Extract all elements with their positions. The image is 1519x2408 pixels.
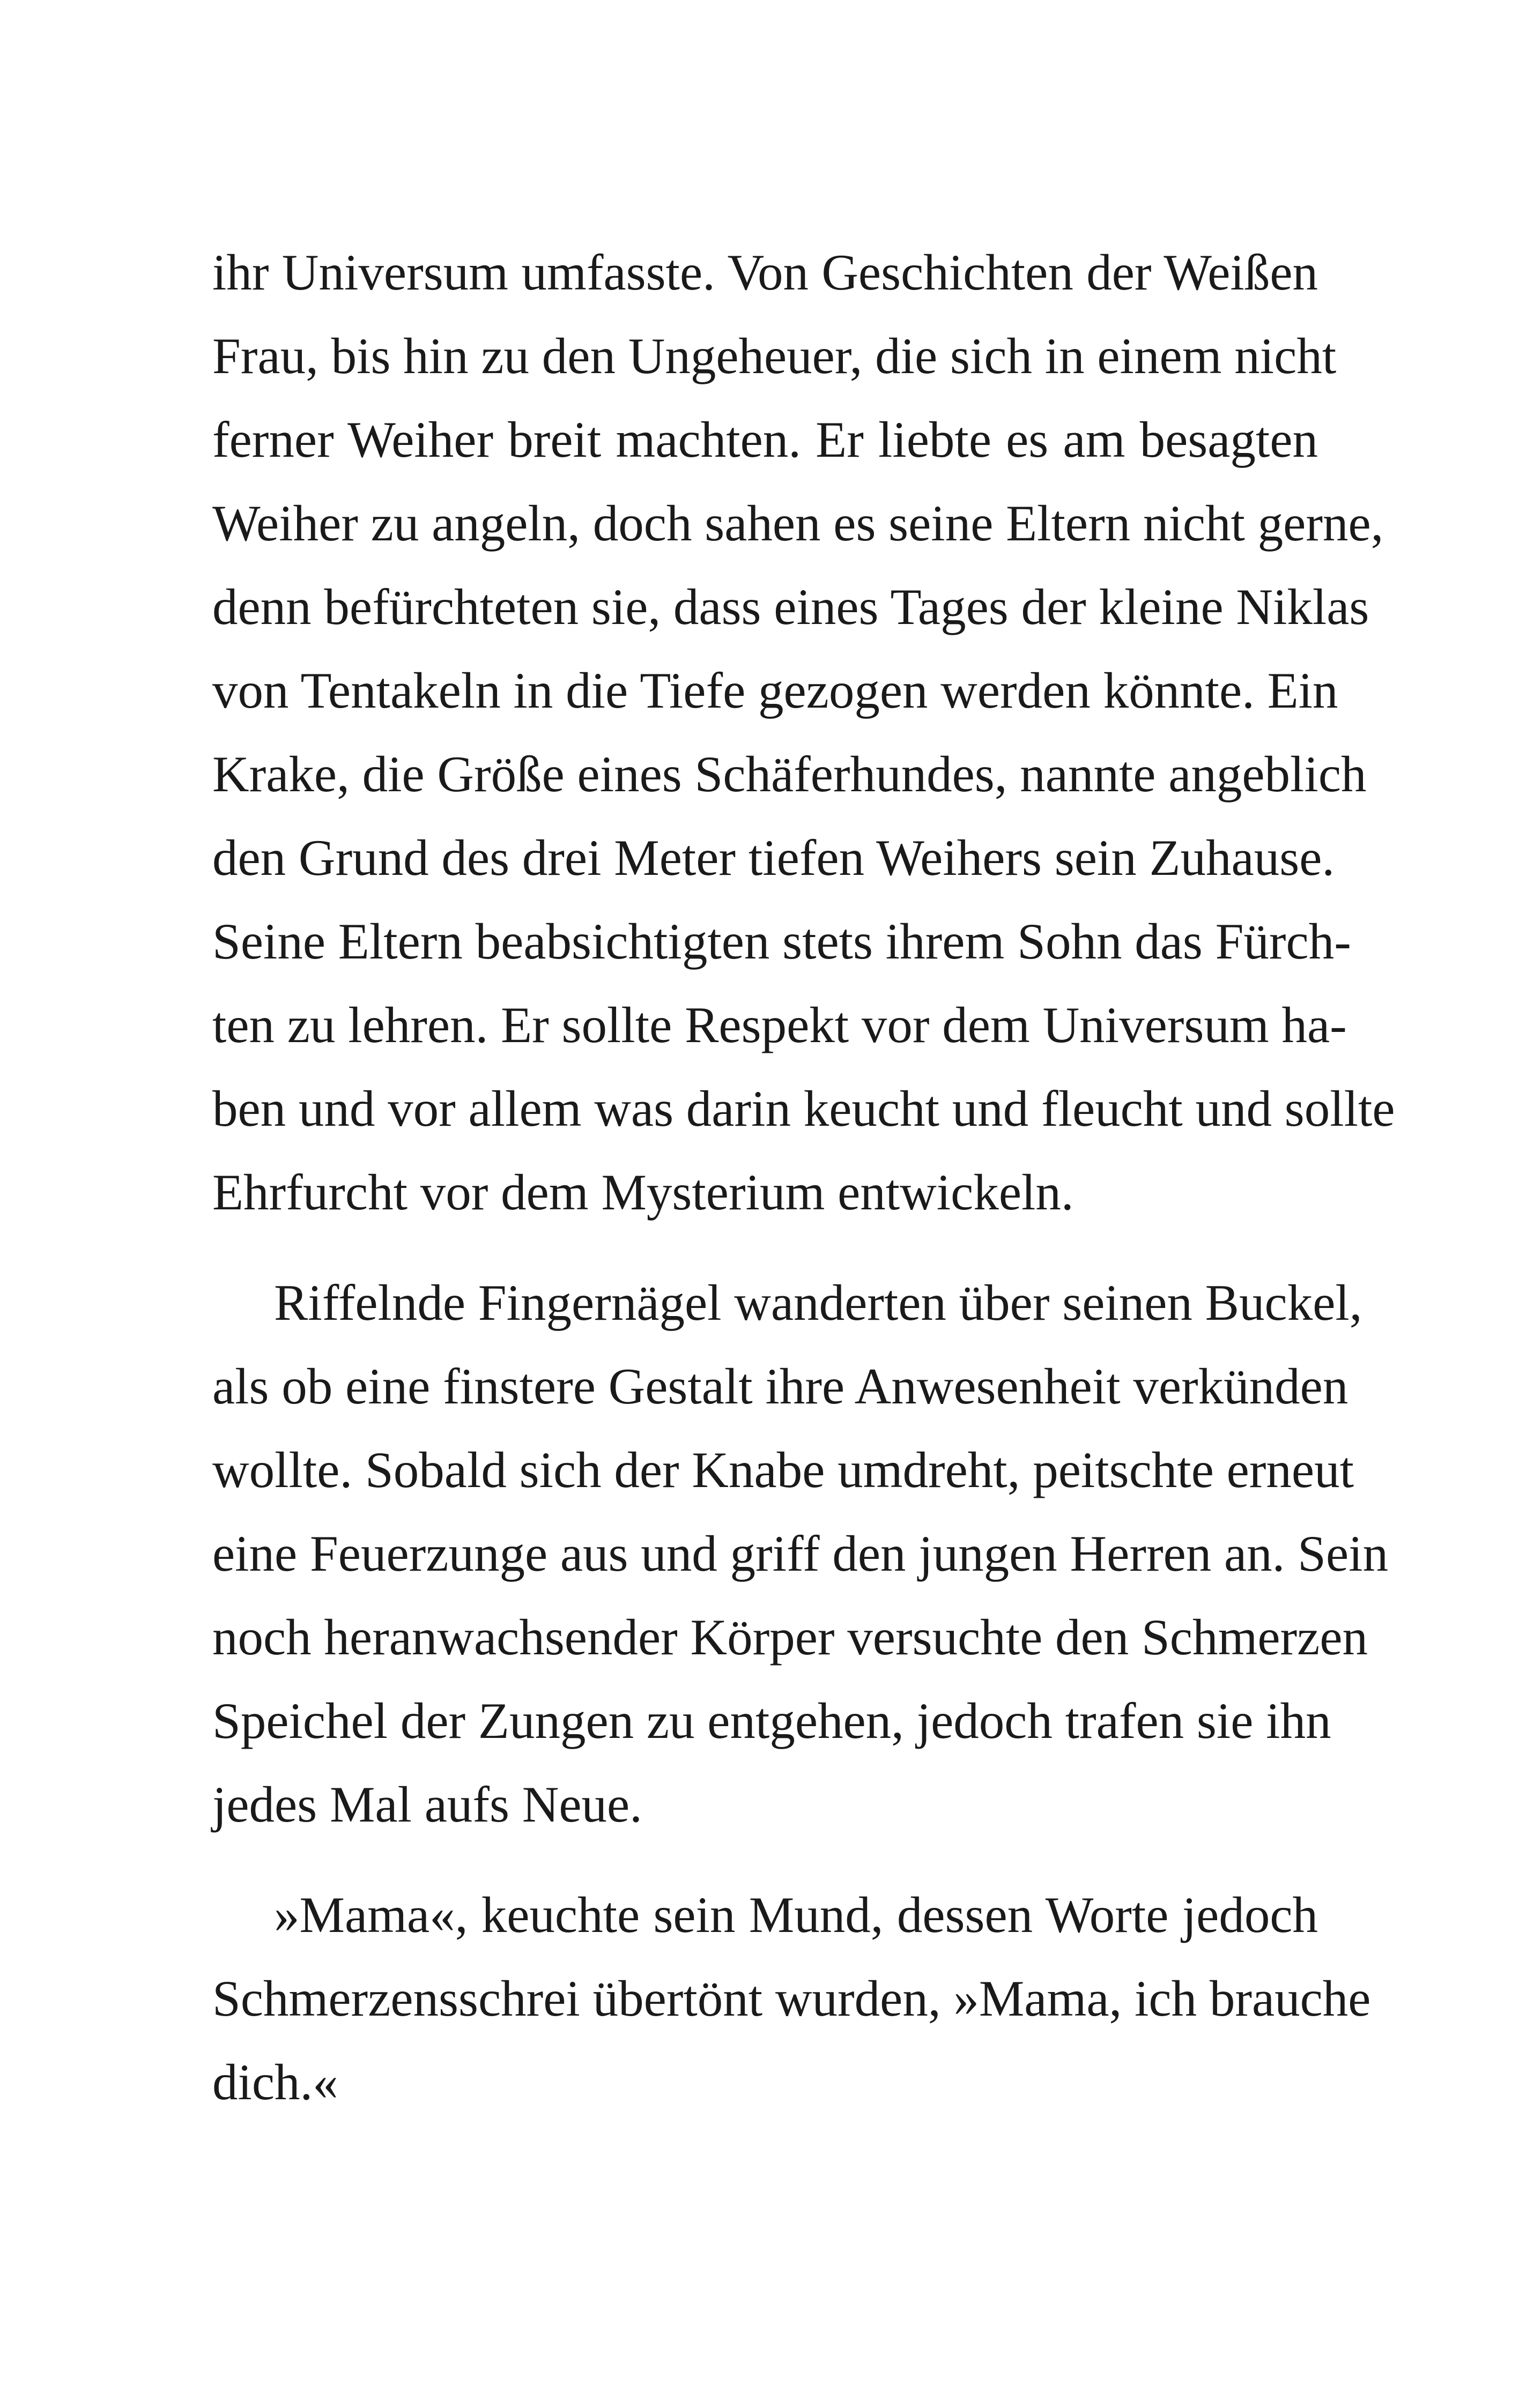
- text-line: ihr Universum umfasste. Von Geschichten der Weißen: [212, 244, 1318, 301]
- text-line: noch heranwachsender Körper versuchte den Schmerzen: [212, 1609, 1368, 1666]
- text-line: Speichel der Zungen zu entgehen, jedoch trafen sie ihn: [212, 1692, 1331, 1749]
- text-line: denn befürchteten sie, dass eines Tages der kleine Niklas: [212, 578, 1369, 635]
- text-line: Riffelnde Fingernägel wanderten über seinen Buckel,: [274, 1274, 1362, 1331]
- text-line: »Mama«, keuchte sein Mund, dessen Worte jedoch: [274, 1886, 1318, 1943]
- paragraph-1: [212, 231, 1395, 1234]
- text-line: Frau, bis hin zu den Ungeheuer, die sich in einem nicht: [212, 328, 1337, 384]
- text-line: jedes Mal aufs Neue.: [212, 1776, 642, 1833]
- text-line: ferner Weiher breit machten. Er liebte es am besagten: [212, 411, 1318, 468]
- body-text: [212, 231, 1395, 2124]
- text-line: eine Feuerzunge aus und griff den jungen Herren an. Sein: [212, 1525, 1389, 1582]
- paragraph-3: [212, 1873, 1371, 2124]
- text-line: den Grund des drei Meter tiefen Weihers sein Zuhause.: [212, 829, 1335, 886]
- text-line: Seine Eltern beabsichtigten stets ihrem Sohn das Fürch-: [212, 913, 1351, 970]
- text-line: ten zu lehren. Er sollte Respekt vor dem Universum ha-: [212, 997, 1347, 1053]
- text-line: von Tentakeln in die Tiefe gezogen werden könnte. Ein: [212, 662, 1338, 719]
- text-line: wollte. Sobald sich der Knabe umdreht, peitschte erneut: [212, 1441, 1354, 1498]
- text-line: Weiher zu angeln, doch sahen es seine Eltern nicht gerne,: [212, 495, 1384, 552]
- text-line: ben und vor allem was darin keucht und fleucht und sollte: [212, 1080, 1395, 1137]
- text-line: Schmerzensschrei übertönt wurden, »Mama, ich brauche: [212, 1970, 1371, 2027]
- paragraph-2: [212, 1261, 1389, 1846]
- text-line: Krake, die Größe eines Schäferhundes, nannte angeblich: [212, 746, 1367, 802]
- text-line: als ob eine finstere Gestalt ihre Anwesenheit verkünden: [212, 1358, 1348, 1415]
- text-line: Ehrfurcht vor dem Mysterium entwickeln.: [212, 1164, 1074, 1221]
- text-line: dich.«: [212, 2054, 338, 2110]
